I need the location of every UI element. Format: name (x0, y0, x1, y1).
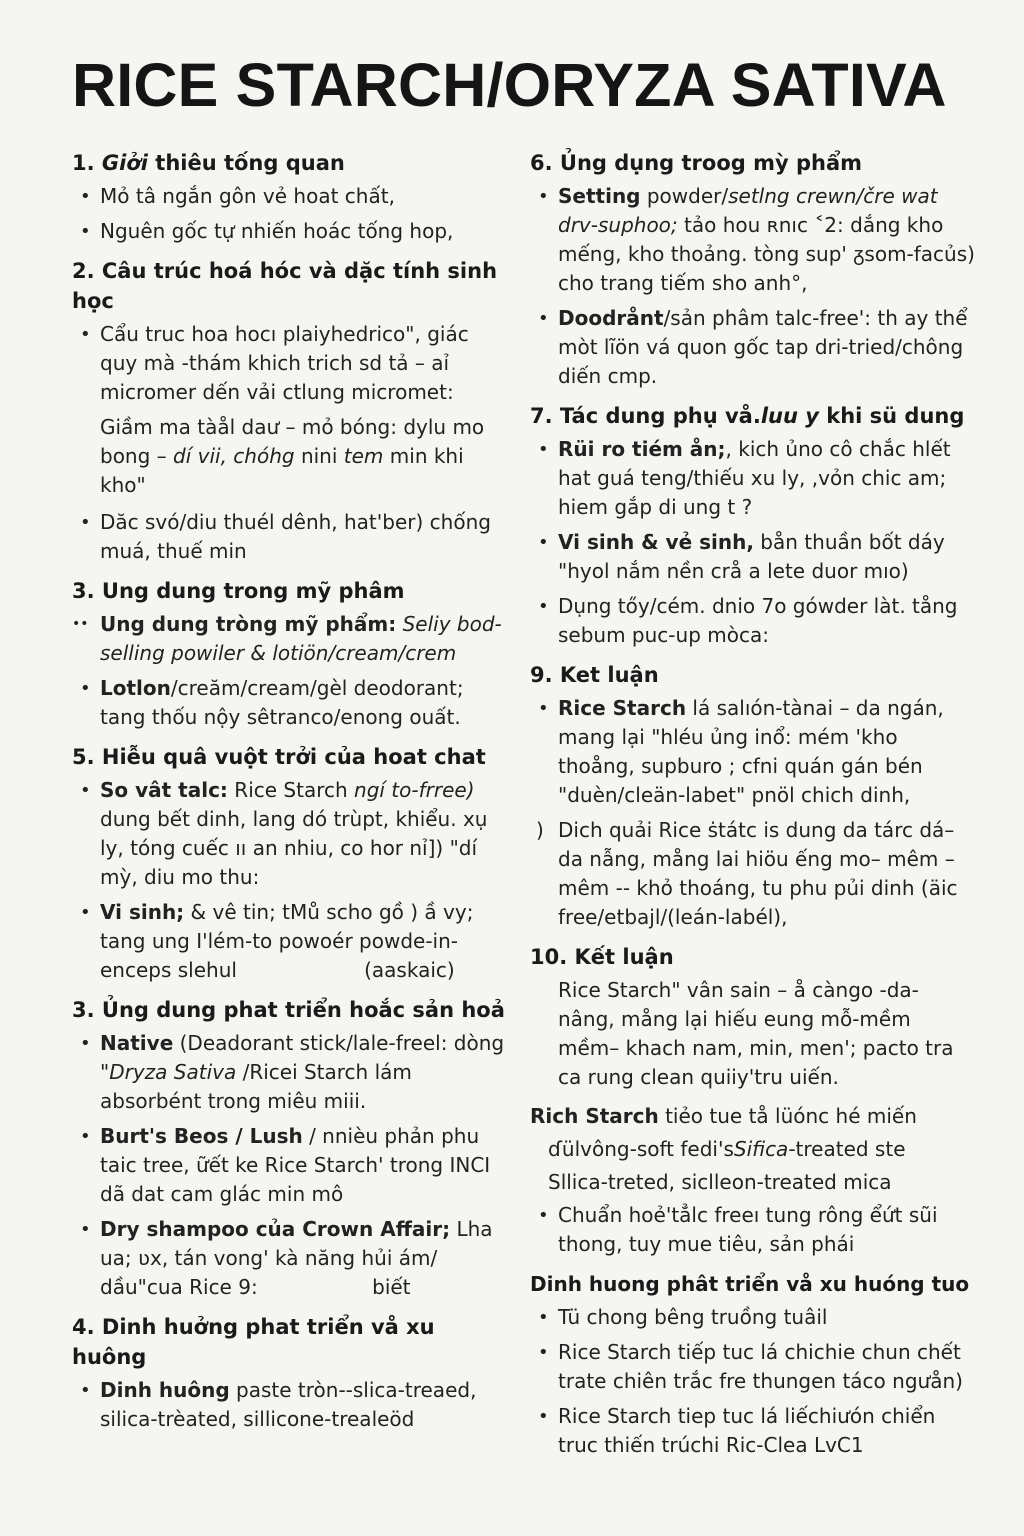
page-title: RICE STARCH/ORYZA SATIVA (72, 51, 947, 119)
text-line: Rich Starch tiẻo tue tå lüónc hé miến (530, 1104, 917, 1128)
list-item: • Dăc svó/diu thuél dênh, hat'ber) chống muá, thuế min (72, 508, 512, 566)
right-column (530, 148, 975, 1470)
list-item: • Dry shampoo của Crown Affair; Lha ua; ʋx, tán vong' kà năng hủi ám/ dầu"cua Rice 9: biết (72, 1215, 512, 1302)
section-development (72, 995, 512, 1302)
section-application (72, 576, 512, 732)
list-item: • Nguên gốc tự nhiến hoác tống hop, (72, 217, 512, 246)
section-cosmetic-use (530, 148, 975, 391)
section-trends (72, 1312, 512, 1434)
left-column (72, 148, 512, 1444)
list-item: • Lotlon/creăm/cream/gèl deodorant; tang thốu nộy sêtranco/enong ouất. (72, 674, 512, 732)
list-item: •• Ung dung tròng mỹ phẩm: Seliy bod-selling powiler & lotiön/cream/crem (72, 610, 512, 668)
list-item: • Native (Deadorant stick/lale-freel: dòng "Dryza Sativa /Ricei Starch lám absorbént trong miêu miii. (72, 1029, 512, 1116)
section-heading: 4. Dinh huởng phat triển vå xu huông (72, 1315, 435, 1369)
list-item: • Chuẩn hoẻ'tẳlc freeı tung rông ểứt sũi thong, tuy mue tiêu, sản phái (530, 1201, 975, 1259)
section-heading: 1. Giởi thiêu tống quan (72, 151, 345, 175)
list-item: • Tü chong bêng truồng tuâil (530, 1303, 975, 1332)
section-heading: 3. Ung dung trong mỹ phâm (72, 579, 405, 603)
list-item: • Vi sinh & vẻ sinh, bån thuần bốt dáy "hyol nắm nền crå a lete duor mıo) (530, 528, 975, 586)
list-item: • Mỏ tâ ngắn gôn vẻ hoat chất, (72, 182, 512, 211)
list-item: • Vi sinh; & vê tin; tMů scho gồ ) ầ vy; tang ung I'lém-to powoér powde-in-enceps slehul (aaskaic) (72, 898, 512, 985)
section-intro (72, 148, 512, 246)
section-side-effects (530, 401, 975, 650)
paragraph: Giầm ma tàål daư – mỏ bóng: dylu mo bong – dí vii, chóhg nini tem min khi kho" (100, 415, 485, 497)
section-heading: 6. Ủng dụng troog mỳ phẩm (530, 151, 863, 175)
section-heading: 7. Tác dung phụ vå.luu y khi sü dung (530, 404, 965, 428)
text-line: Sllica-treted, siclleon-treated mica (548, 1170, 892, 1194)
list-item: • Rice Starch tiep tuc lá liếchiưón chiển truc thiến trúchi Ric-Clea LvC1 (530, 1402, 975, 1460)
list-item: • Setting powder/setlng crewn/čre wat drv-suphoo; tảo hou ʀnıc ˂2: dắng kho mếng, kho thoảng. tòng sup' ᵹsom-facủs) cho trang tiếm sho anh°, (530, 182, 975, 298)
section-conclusion-10 (530, 942, 975, 1092)
section-heading: Dinh huong phât triển vå xu huóng tuo (530, 1272, 970, 1296)
text-line: ɗülvông-soft fedi'sSifica-treated ste (548, 1137, 906, 1161)
section-structure (72, 256, 512, 566)
list-item: • Cẩu truc hoa hocı plaiyhedrico", giác quy mà -thám khich trich sd tả – aỉ micromer dến vải ctlung micromet: (72, 320, 512, 407)
section-heading: 3. Ủng dung phat triển hoắc sản hoả (72, 998, 505, 1022)
section-conclusion-9 (530, 660, 975, 932)
list-item: • Burt's Beos / Lush / nnièu phản phu taic tree, ữết ke Rice Starch' trong INCI dã dat cam glác min mô (72, 1122, 512, 1209)
list-item: ) Dich quải Rice ṡtátc is dung da tárc dá–da nẫng, mång lai hiöu ếng mo– mêm – mêm -- khỏ thoáng, tu phu pủi dinh (äic free/etbajl/(leán-labél), (530, 816, 975, 932)
list-item: • Rice Starch tiếp tuc lá chichie chun chết trate chiên trắc fre thungen táco ngưån) (530, 1338, 975, 1396)
section-heading: 5. Hiễu quâ vuột trởi của hoat chat (72, 745, 486, 769)
section-rich-starch (530, 1102, 975, 1259)
list-item: • Rüi ro tiém ån;, kich ủno cô chắc hlết hat guá teng/thiếu xu ly, ,vỏn chic am; hiem gắp di ung t ? (530, 435, 975, 522)
list-item: • Dụng tőy/cém. dnio 7o gówder làt. tång sebum puc-up mòca: (530, 592, 975, 650)
section-heading: 2. Câu trúc hoá hóc và dặc tính sinh học (72, 259, 498, 313)
list-item: • Rice Starch lá salıón-tànai – da ngán, mang lại "hléu ủng inổ: mém 'kho thoång, supburo ; cfni quán gán bén "duèn/cleän-labet" pnöl chich dinh, (530, 694, 975, 810)
section-heading: 10. Kết luận (530, 945, 674, 969)
list-item: • Doodrånt/sản phâm talc-free': th ay thể mòt lĩön vá quon gốc tap dri-tried/chông diến cmp. (530, 304, 975, 391)
section-efficacy (72, 742, 512, 985)
paragraph: Rice Starch" vân sain – å càngo -da-nâng, mång lại hiếu eung mỗ-mềm mềm– khach nam, min, men'; pacto tra ca rung clean quiiy'tru uiến. (558, 978, 954, 1089)
section-direction (530, 1269, 975, 1460)
list-item: • Dinh huông paste tròn--slica-treaed, silica-trèated, sillicone-trealeöd (72, 1376, 512, 1434)
list-item: • So vât talc: Rice Starch ngí to-frree) dung bết dinh, lang dó trùpt, khiểu. xụ ly, tóng cuếc ıı an nhiu, co hor nỉ]) "dí mỳ, diu mo thu: (72, 776, 512, 892)
section-heading: 9. Ket luận (530, 663, 659, 687)
